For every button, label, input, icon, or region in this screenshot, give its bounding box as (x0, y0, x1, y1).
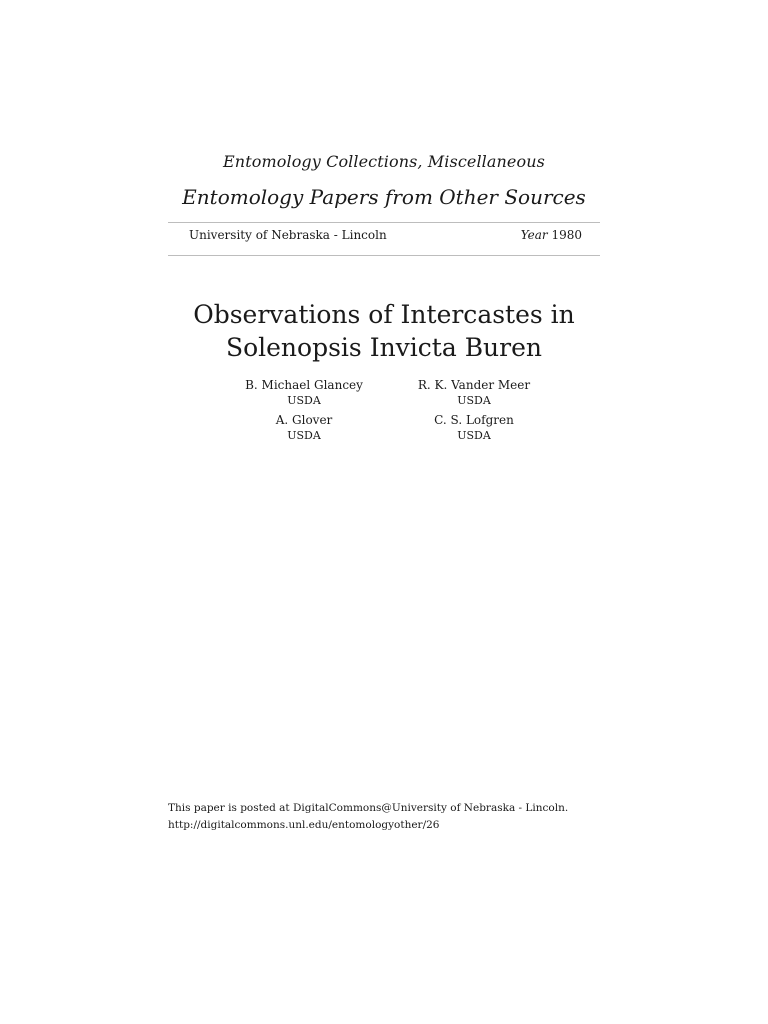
author-block (394, 412, 554, 443)
posting-url[interactable]: http://digitalcommons.unl.edu/entomologyother/26 (168, 819, 440, 831)
author-name: B. Michael Glancey (245, 378, 363, 392)
header-rule-top (168, 222, 600, 223)
author-name: R. K. Vander Meer (417, 378, 531, 392)
series-title: Entomology Collections, Miscellaneous (223, 152, 545, 171)
author-affiliation: USDA (457, 429, 491, 442)
author-block (214, 412, 394, 443)
year-value: 1980 (551, 228, 582, 242)
collection-title: Entomology Papers from Other Sources (182, 185, 586, 209)
institution-name: University of Nebraska - Lincoln (189, 228, 387, 242)
posting-notice-text: This paper is posted at DigitalCommons@University of Nebraska - Lincoln. (168, 802, 569, 814)
author-affiliation: USDA (287, 429, 321, 442)
author-block (214, 377, 394, 408)
author-block (394, 377, 554, 408)
author-affiliation: USDA (287, 394, 321, 407)
posting-notice (168, 800, 568, 834)
author-affiliation: USDA (457, 394, 491, 407)
author-name: A. Glover (275, 413, 333, 427)
year-label: Year (520, 228, 548, 242)
paper-title: Observations of Intercastes in Solenopsis Invicta Buren (193, 300, 575, 362)
header-rule-bottom (168, 255, 600, 256)
author-list (214, 377, 554, 443)
author-name: C. S. Lofgren (434, 413, 514, 427)
year-block (521, 228, 582, 242)
institution-row (189, 228, 582, 242)
